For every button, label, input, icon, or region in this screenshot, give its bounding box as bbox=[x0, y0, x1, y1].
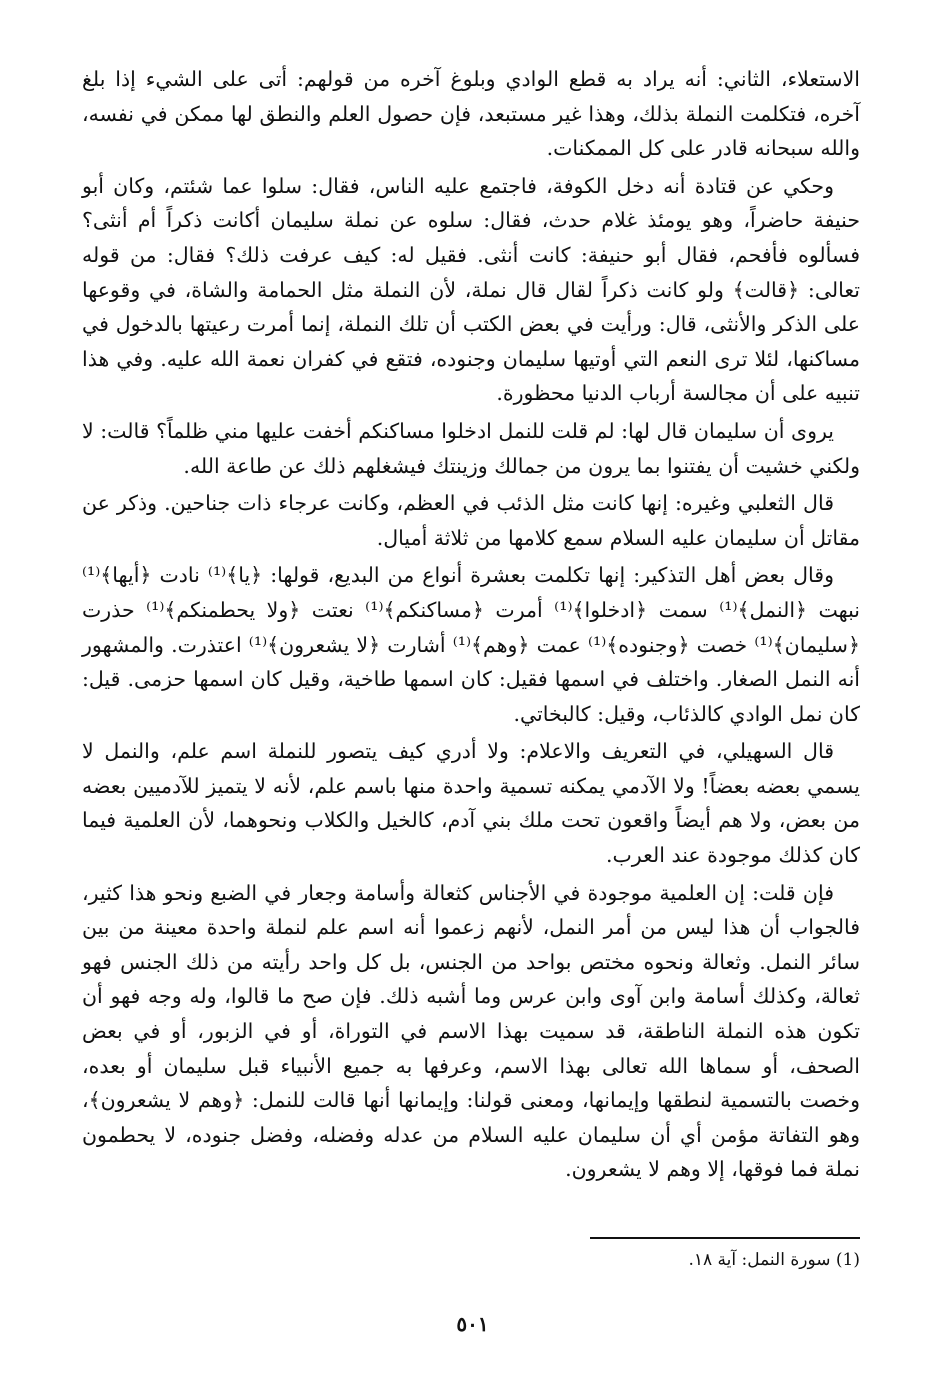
paragraph-7: فإن قلت: إن العلمية موجودة في الأجناس كثعالة وأسامة وجعار في الضبع ونحو هذا كثير، فالجواب أن هذا ليس من أمر النمل، لأنهم زعموا أنه اسم علم لنملة واحدة معينة من بين سائر النمل. وثعالة ونحوه مختص بواحد من الجنس، بل كل واحد رأيته من ذلك الجنس فهو ثعالة، وكذلك أسامة وابن آوى وابن عرس وما أشبه ذلك. فإن صح ما قالوا، وله وجه فهو أن تكون هذه النملة الناطقة، قد سميت بهذا الاسم في التوراة، أو في الزبور، أو في بعض الصحف، أو سماها الله تعالى بهذا الاسم، وعرفها به جميع الأنبياء قبل سليمان أو بعده، وخصت بالتسمية لنطقها وإيمانها، ومعنى قولنا: وإيمانها أنها قالت للنمل: ﴿وهم لا يشعرون﴾، وهو التفاتة مؤمن أي أن سليمان عليه السلام من عدله وفضله، وفضل جنوده، لا يحطمون نملة فما فوقها، إلا وهم لا يشعرون. bbox=[82, 880, 860, 1182]
paragraph-3: يروى أن سليمان قال لها: لم قلت للنمل ادخلوا مساكنكم أخفت عليها مني ظلماً؟ قالت: لا ولكني خشيت أن يفتنوا بما يرون من جمالك وزينتك فيشغلهم ذلك عن طاعة الله. bbox=[82, 418, 860, 478]
paragraph-1: الاستعلاء، الثاني: أنه يراد به قطع الوادي وبلوغ آخره من قولهم: أتى على الشيء إذا بلغ آخره، فتكلمت النملة بذلك، وهذا غير مستبعد، فإن حصول العلم والنطق لها ممكن في نفسه، والله سبحانه قادر على كل الممكنات. bbox=[82, 67, 860, 161]
main-text bbox=[82, 62, 860, 1190]
page-number: ٥٠١ bbox=[456, 1312, 489, 1336]
footnote-divider bbox=[590, 1237, 860, 1239]
paragraph-5: وقال بعض أهل التذكير: إنها تكلمت بعشرة أنواع من البديع، قولها: ﴿يا﴾⁽¹⁾ نادت ﴿أيها﴾⁽¹⁾ نبهت ﴿النمل﴾⁽¹⁾ سمت ﴿ادخلوا﴾⁽¹⁾ أمرت ﴿مساكنكم﴾⁽¹⁾ نعتت ﴿ولا يحطمنكم﴾⁽¹⁾ حذرت ﴿سليمان﴾⁽¹⁾ خصت ﴿وجنوده﴾⁽¹⁾ عمت ﴿وهم﴾⁽¹⁾ أشارت ﴿لا يشعرون﴾⁽¹⁾ اعتذرت. والمشهور أنه النمل الصغار. واختلف في اسمها فقيل: كان اسمها طاخية، وقيل كان اسمها حزمى. قيل: كان نمل الوادي كالذئاب، وقيل: كالبخاتي. bbox=[82, 563, 861, 726]
paragraph-6: قال السهيلي، في التعريف والاعلام: ولا أدري كيف يتصور للنملة اسم علم، والنمل لا يسمي بعضه بعضاً! ولا الآدمي يمكنه تسمية واحدة منها باسم علم، لأنه لا يتميز للآدميين بعضه من بعض، ولا هم أيضاً واقعون تحت ملك بني آدم، كالخيل والكلاب ونحوهما، لأن العلمية فيما كان كذلك موجودة عند العرب. bbox=[82, 739, 860, 868]
footnote: (1) سورة النمل: آية ١٨. bbox=[688, 1250, 860, 1270]
paragraph-2: وحكي عن قتادة أنه دخل الكوفة، فاجتمع عليه الناس، فقال: سلوا عما شئتم، وكان أبو حنيفة حاضراً، وهو يومئذ غلام حدث، فقال: سلوه عن نملة سليمان أكانت ذكراً أم أنثى؟ فسألوه فأفحم، فقال أبو حنيفة: كانت أنثى. فقيل له: كيف عرفت ذلك؟ فقال: من قوله تعالى: ﴿قالت﴾ ولو كانت ذكراً لقال قال نملة، لأن النملة مثل الحمامة والشاة، في وقوعها على الذكر والأنثى، قال: ورأيت في بعض الكتب أن تلك النملة، إنما أمرت رعيتها بالدخول في مساكنها، لئلا ترى النعم التي أوتيها سليمان وجنوده، فتقع في كفران نعمة الله عليه. وفي هذا تنبيه على أن مجالسة أرباب الدنيا محظورة. bbox=[82, 173, 860, 406]
paragraph-4: قال الثعلبي وغيره: إنها كانت مثل الذئب في العظم، وكانت عرجاء ذات جناحين. وذكر عن مقاتل أن سليمان عليه السلام سمع كلامها من ثلاثة أميال. bbox=[82, 491, 860, 550]
